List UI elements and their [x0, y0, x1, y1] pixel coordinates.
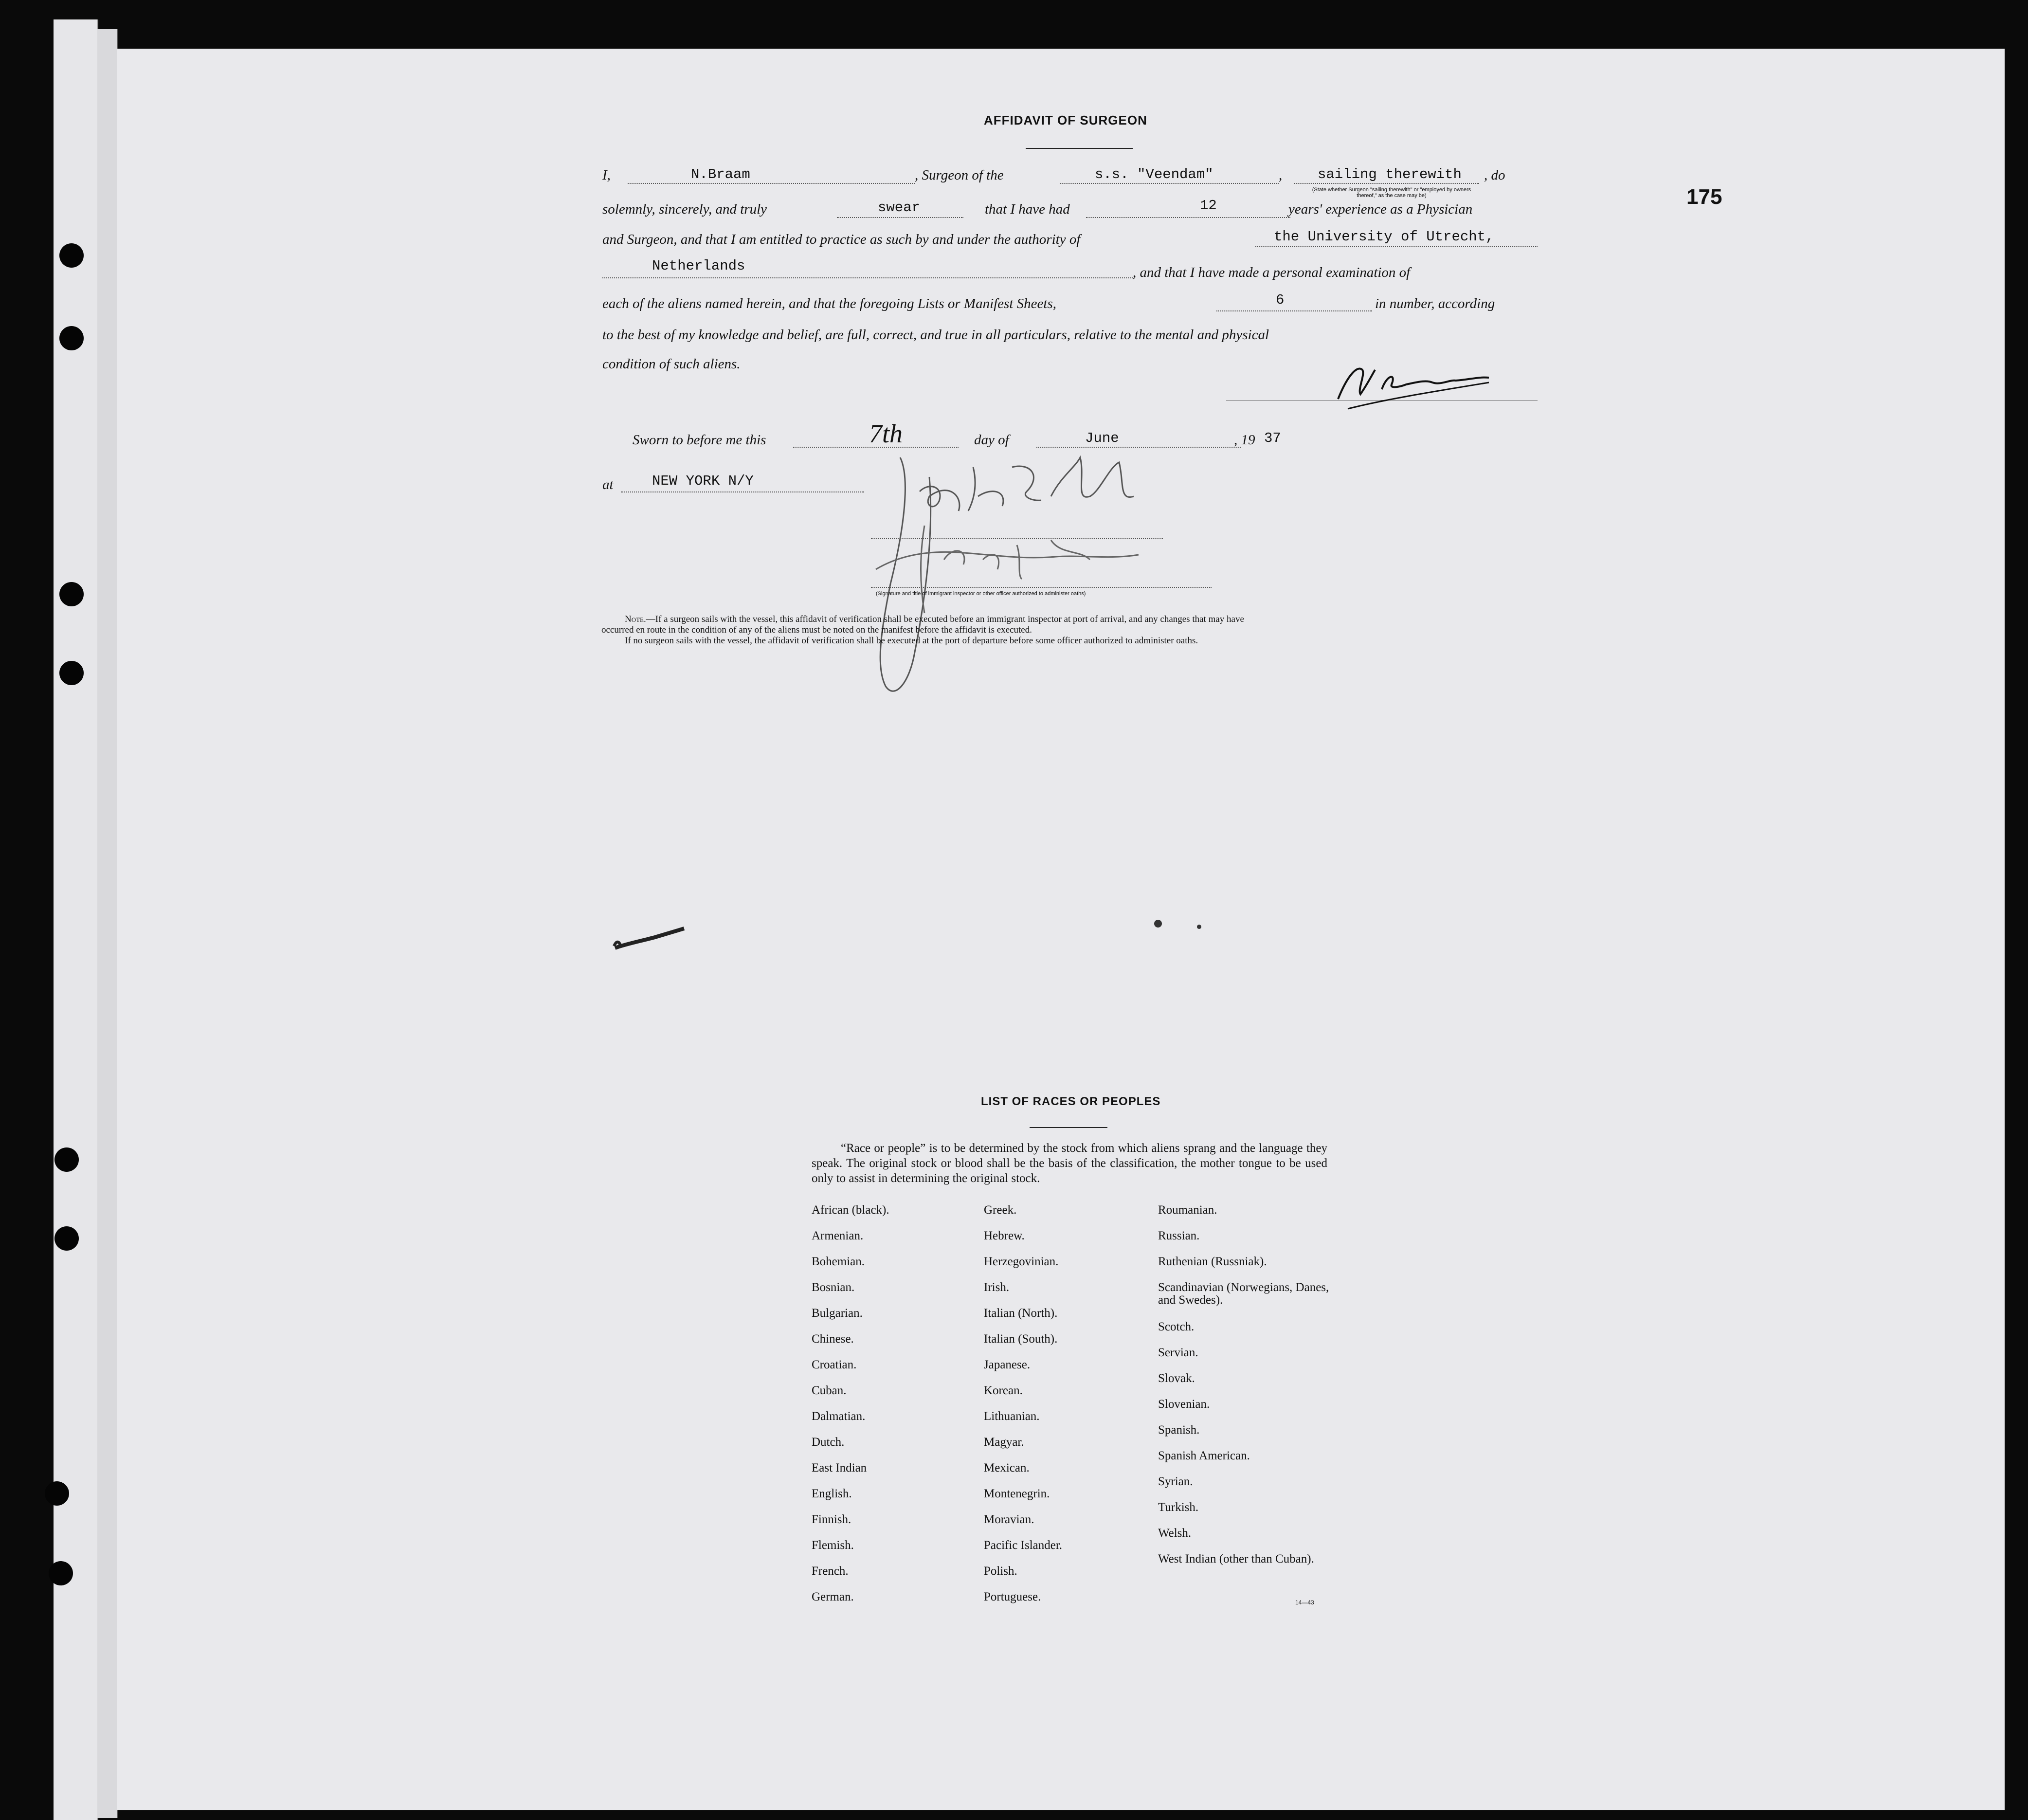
race-item: Ruthenian (Russniak).	[1158, 1255, 1267, 1268]
stray-pencil-mark	[611, 925, 689, 954]
race-item: Welsh.	[1158, 1527, 1192, 1540]
form-code: 14—43	[1295, 1599, 1314, 1606]
comma: ,	[1279, 167, 1283, 183]
punch-hole	[59, 326, 84, 350]
sailing-status-line	[1294, 183, 1479, 184]
ink-speck	[1154, 920, 1162, 928]
race-item: German.	[812, 1590, 854, 1603]
race-item: Armenian.	[812, 1229, 864, 1242]
race-item: Bohemian.	[812, 1255, 865, 1268]
signature-caption: (Signature and title of immigrant inspector or other officer authorized to administer oaths)	[876, 591, 1086, 597]
affidavit-i: I,	[602, 167, 611, 183]
knowledge-text: to the best of my knowledge and belief, are full, correct, and true in all particulars, relative to the mental and physical	[602, 327, 1269, 343]
day-of-text: day of	[974, 432, 1009, 448]
race-item: Portuguese.	[984, 1590, 1041, 1603]
surgeon-signature	[1328, 355, 1503, 414]
title-underline	[1026, 148, 1133, 149]
authority-line	[1255, 246, 1538, 247]
punch-hole	[59, 243, 84, 268]
race-item: Pacific Islander.	[984, 1539, 1063, 1552]
sailing-status-hint: (State whether Surgeon "sailing therewith" or "employed by owners thereof," as the case may be)	[1312, 187, 1471, 199]
races-title-underline	[1030, 1127, 1107, 1128]
race-item: Slovak.	[1158, 1372, 1195, 1385]
experience-text: years' experience as a Physician	[1288, 201, 1473, 217]
binding-edge	[97, 29, 118, 1818]
punch-hole	[59, 661, 84, 685]
race-item: Hebrew.	[984, 1229, 1025, 1242]
race-item: Chinese.	[812, 1332, 854, 1346]
race-item: Montenegrin.	[984, 1487, 1050, 1500]
race-item: Moravian.	[984, 1513, 1034, 1526]
races-intro: “Race or people” is to be determined by the stock from which aliens sprang and the language they speak. The original stock or blood shall be the basis of the classification, the mother tongue to be used only to assist in determining the original stock.	[812, 1142, 1327, 1185]
condition-text: condition of such aliens.	[602, 356, 741, 372]
race-item: East Indian	[812, 1461, 867, 1474]
inspector-signature-line-1	[871, 538, 1163, 539]
race-item: Japanese.	[984, 1358, 1031, 1371]
years-line	[1086, 217, 1290, 218]
years-experience: 12	[1200, 198, 1217, 214]
entitled-text: and Surgeon, and that I am entitled to practice as such by and under the authority of	[602, 232, 1081, 247]
in-number-text: in number, according	[1375, 296, 1495, 311]
race-item: African (black).	[812, 1203, 889, 1217]
race-item: French.	[812, 1565, 849, 1578]
race-item: West Indian (other than Cuban).	[1158, 1552, 1314, 1565]
race-item: Italian (North).	[984, 1307, 1058, 1320]
race-item: Italian (South).	[984, 1332, 1058, 1346]
race-item: Dutch.	[812, 1436, 845, 1449]
binding-strip	[54, 19, 98, 1820]
sheet-count: 6	[1276, 292, 1285, 308]
ship-name: s.s. "Veendam"	[1095, 166, 1213, 182]
race-item: Slovenian.	[1158, 1398, 1210, 1411]
race-item: Lithuanian.	[984, 1410, 1040, 1423]
punch-hole	[54, 1147, 79, 1172]
race-item: Spanish.	[1158, 1423, 1200, 1437]
race-item: Spanish American.	[1158, 1449, 1250, 1462]
surgeon-name: N.Braam	[691, 166, 750, 182]
ship-name-line	[1060, 183, 1279, 184]
page-number: 175	[1686, 185, 1722, 209]
sworn-text: Sworn to before me this	[633, 432, 766, 448]
race-item: Flemish.	[812, 1539, 854, 1552]
sheet-count-line	[1216, 310, 1372, 311]
at-label: at	[602, 477, 614, 492]
race-item: Bosnian.	[812, 1281, 855, 1294]
sailing-status: sailing therewith	[1318, 166, 1462, 182]
race-item: Magyar.	[984, 1436, 1024, 1449]
year-prefix: , 19	[1234, 432, 1255, 448]
race-item: Bulgarian.	[812, 1307, 863, 1320]
ink-speck	[1197, 925, 1201, 929]
race-item: Roumanian.	[1158, 1203, 1217, 1217]
place-line	[621, 491, 864, 492]
race-item: Scotch.	[1158, 1320, 1195, 1333]
sworn-year: 37	[1264, 430, 1281, 446]
inspector-signature-line-2	[871, 587, 1212, 588]
punch-hole	[59, 582, 84, 606]
race-item: Herzegovinian.	[984, 1255, 1059, 1268]
country-line	[602, 277, 1133, 278]
race-item: Polish.	[984, 1565, 1017, 1578]
do-label: , do	[1484, 167, 1505, 183]
sworn-month: June	[1085, 430, 1119, 446]
authority-country: Netherlands	[652, 258, 745, 274]
surgeon-of-label: , Surgeon of the	[915, 167, 1004, 183]
have-had-text: that I have had	[985, 201, 1070, 217]
race-item: Syrian.	[1158, 1475, 1193, 1488]
race-item: Servian.	[1158, 1346, 1198, 1359]
race-item: Finnish.	[812, 1513, 851, 1526]
inspector-signature	[847, 438, 1197, 730]
race-item: Dalmatian.	[812, 1410, 866, 1423]
race-item: Croatian.	[812, 1358, 857, 1371]
race-item: Irish.	[984, 1281, 1010, 1294]
race-item: Turkish.	[1158, 1501, 1199, 1514]
sworn-place: NEW YORK N/Y	[652, 473, 754, 489]
surgeon-name-line	[628, 183, 915, 184]
race-item: Mexican.	[984, 1461, 1030, 1474]
race-item: Russian.	[1158, 1229, 1200, 1242]
solemnly-text: solemnly, sincerely, and truly	[602, 201, 767, 217]
oath-type: swear	[878, 200, 921, 216]
races-title: LIST OF RACES OR PEOPLES	[981, 1095, 1161, 1108]
race-item: Scandinavian (Norwegians, Danes, and Swedes).	[1158, 1281, 1329, 1307]
race-item: Greek.	[984, 1203, 1017, 1217]
race-item: Korean.	[984, 1384, 1023, 1397]
affidavit-note: Note.—If a surgeon sails with the vessel, this affidavit of verification shall be executed before an immigrant inspector at port of arrival, and any changes that may have occurred en route in the condition of any of the aliens must be noted on the manifest before the affidavit is executed. If no surgeon sails with the vessel, the affidavit of verification shall be executed at the port of departure before some officer authorized to administer oaths.	[601, 614, 1244, 646]
punch-hole	[49, 1561, 73, 1585]
race-item: English.	[812, 1487, 852, 1500]
foregoing-text: each of the aliens named herein, and that the foregoing Lists or Manifest Sheets,	[602, 296, 1056, 311]
oath-line	[837, 217, 963, 218]
sworn-day: 7th	[869, 419, 903, 448]
punch-hole	[54, 1226, 79, 1251]
examination-text: , and that I have made a personal examination of	[1133, 265, 1411, 280]
licensing-authority: the University of Utrecht,	[1274, 229, 1494, 245]
punch-hole	[45, 1481, 69, 1506]
race-item: Cuban.	[812, 1384, 847, 1397]
affidavit-title: AFFIDAVIT OF SURGEON	[984, 113, 1147, 127]
